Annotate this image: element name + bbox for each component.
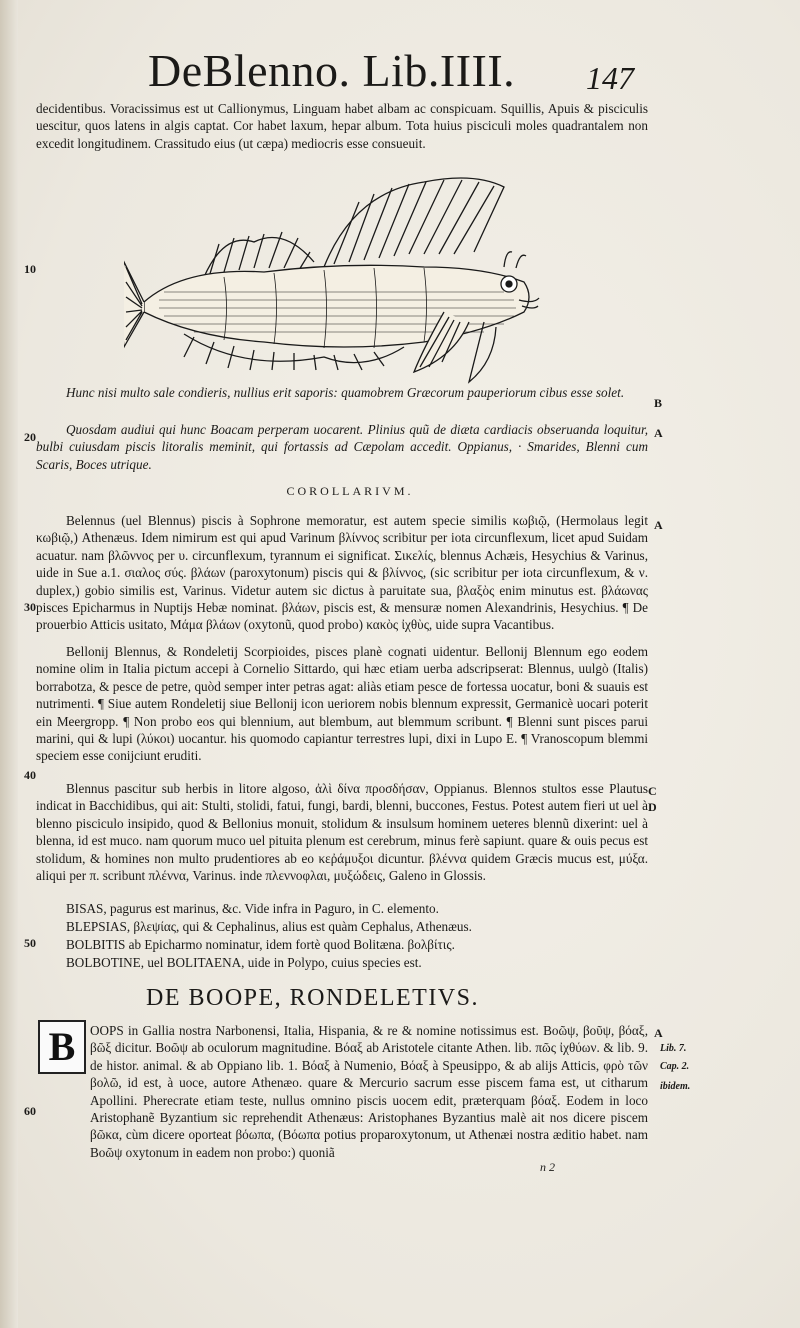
paragraph-after-figure-1: Hunc nisi multo sale condieris, nullius erit saporis: quamobrem Græcorum pauperiorum cibus esse solet.: [66, 385, 625, 400]
entry-bisas: BISAS, pagurus est marinus, &c. Vide infra in Paguro, in C. elemento.: [66, 901, 439, 916]
margin-line-number: 30: [24, 600, 36, 614]
running-title: DeBlenno. Lib.IIII.: [148, 45, 516, 96]
corollarium-heading: COROLLARIVM.: [286, 484, 414, 498]
boops-paragraph: OOPS in Gallia nostra Narbonensi, Italia, Hispania, & re & nomine notissimus est. Βοῶψ, βοῦψ, βόαξ, βῶξ dicitur. Βοῶψ ab oculorum magnitudine. Βόαξ ab Aristotele citante Athen. lib. πῶς ἰχθύων. & lib. 9. de histor. animal. & ab Oppiano lib. 1. Βόαξ à Numenio, Βόαξ à Speusippo, & ab alijs Atticis, φρὸ τῶν βολῶ, id est, à uoce, autore Athenæo. quare & Mercurio sacrum esse piscem fama est, ut citharum Apollini. Pherecrate etiam teste, nullus omnino piscis uocem edit, præterquam βόαξ. Eodem in loco Aristophanẽ Byzantium sic reprehendit Athenæus: Aristophanes Byzantius malè ait nos dicere piscem βῶκα, cùm dicere oporteat βόωπα, (Βόωπα potius proparoxytonum, ut Athenæi nostra æditio habet. nam Βοῶψ oxytonum in eadem non probo:) quoniã: [90, 1023, 648, 1160]
head-tentacles: [504, 252, 526, 268]
initial-letter: B: [48, 1024, 76, 1069]
margin-section-letter: A: [654, 426, 663, 440]
margin-line-number: 20: [24, 430, 36, 444]
margin-section-letter: D: [648, 800, 657, 814]
corollarium-paragraph-1: Belennus (uel Blennus) piscis à Sophrone memoratur, est autem specie similis κωβιῷ, (Hermolaus legit κωβιῷ,) Athenæus. Idem nimirum est qui apud Varinum βλίννος scribitur per iota circunflexum, licet apud Suidam acuatur. nam βλῶννος per υ. circunflexum, tyrannum ei significat. Σικελίς, blennus Achæis, Hesychius & Varinus, uide in Sue a.1. σιαλος σύς. βλάων (paroxytonum) piscis qui & βλίννος, (sic scribitur per iota circunflexum, & ν. duplex,) gobio similis est, Varinus. Videtur autem sic dictus à paruitate sua, βλαξὸς enim minutus est. βλάωνας pisces Epicharmus in Nuptijs Hebæ nominat. βλάων, piscis est, & mensuræ nomen Alexandrinis, Hesychius. ¶ De prouerbio Atticis usitato, Μάμα βλάων (oxytonũ, quod probo) κακὸς ἰχθὺς, uide supra Vacantibus.: [36, 513, 648, 633]
margin-section-letter: B: [654, 396, 663, 410]
paragraph-after-figure-2: Quosdam audiui qui hunc Boacam perperam uocarent. Plinius quũ de diæta cardiacis obseruanda loquitur, bulbi cuiusdam piscis litoralis meminit, qui fortassis ad Cæpolam accedit. Oppianus, · Smarides, Blenni cum Scaris, Boces utrique.: [36, 422, 648, 472]
margin-line-number: 40: [24, 768, 36, 782]
margin-section-letter: C: [648, 784, 657, 798]
margin-reference: Cap. 2.: [660, 1061, 690, 1072]
margin-line-number: 50: [24, 936, 36, 950]
margin-reference: ibidem.: [660, 1081, 691, 1092]
corollarium-paragraph-2: Bellonij Blennus, & Rondeletij Scorpioides, pisces planè cognati uidentur. Bellonij Blennum ego eodem nomine olim in Italia pictum accepi à Cornelio Sittardo, qui hæc etiam uerba adscripserat: Blennus, uulgò (Italis) borrabotza, & pesce de petre, quòd semper inter petras agat: aliàs etiam pesce de fortessa uocatur, boni & suauis est nutrimenti. ¶ Siue autem Rondeletij siue Bellonij icon ueriorem nobis blennum expressit, Germanicè uocari poterit ein Meergropp. ¶ Non probo eos qui blennium, aut blembum, aut blemmum scribunt. ¶ Blenni sunt pisces parui marini, qui & lupi (λύκοι) uocantur. his quomodo capiantur terrestres lupi, dixi in Lupo E. ¶ Vranoscopum blemmi speciem esse conijciunt eruditi.: [36, 644, 648, 764]
corollarium-paragraph-3: Blennus pascitur sub herbis in litore algoso, ἀλὶ δίνα προσδήσαν, Oppianus. Blennos stultos esse Plautus indicat in Bacchidibus, qui ait: Stulti, stolidi, fatui, fungi, bardi, blenni, buccones, Festus. Potest autem fieri ut uel à blenno pisciculo insipido, quod & Bellonius monuit, stolidum & insulsum hominem ueteres blennũ dixerint: uel à blenna, id est muco. nam quorum muco uel pituita plenum est cerebrum, minus ferè sapiunt. quare & ouis pecus est stolidum, & homines non multo prudentiores ab eo κεῤάμυξοι dicuntur. βλέννα quidem Græcis mucus est, μύξα. aliqui per π. scribunt πλέννα, Varinus. inde πλεννοφλαι, μυξώδεις, Galeno in Glossis.: [36, 781, 648, 884]
entry-bolbitis: BOLBITIS ab Epicharmo nominatur, idem fortè quod Bolitæna. βολβίτις.: [66, 937, 455, 952]
section-heading-boops: DE BOOPE, RONDELETIVS.: [146, 985, 479, 1011]
margin-section-letter: A: [654, 1026, 663, 1040]
page-number: 147: [586, 60, 634, 96]
binding-gutter: [0, 0, 18, 1328]
margin-line-number: 60: [24, 1104, 36, 1118]
blenny-woodcut-illustration: [124, 172, 544, 392]
opening-paragraph: decidentibus. Voracissimus est ut Callionymus, Linguam habet albam ac conspicuam. Squillis, Apuis & pisciculis uescitur, quos latens in algis captat. Cor habet laxum, hepar album. Tota huius pisciculi moles quadrantalem non excedit longitudinem. Crassitudo eius (ut cæpa) mediocris esse consueuit.: [36, 101, 648, 151]
margin-section-letter: A: [654, 518, 663, 532]
decorated-initial: [38, 1020, 86, 1074]
margin-reference: Lib. 7.: [660, 1043, 687, 1054]
margin-line-number: 10: [24, 262, 36, 276]
entry-bolbotine: BOLBOTINE, uel BOLITAENA, uide in Polypo, cuius species est.: [66, 955, 422, 970]
entry-blepsias: BLEPSIAS, βλεψίας, qui & Cephalinus, alius est quàm Cephalus, Athenæus.: [66, 919, 472, 934]
signature-mark: n 2: [540, 1160, 555, 1174]
